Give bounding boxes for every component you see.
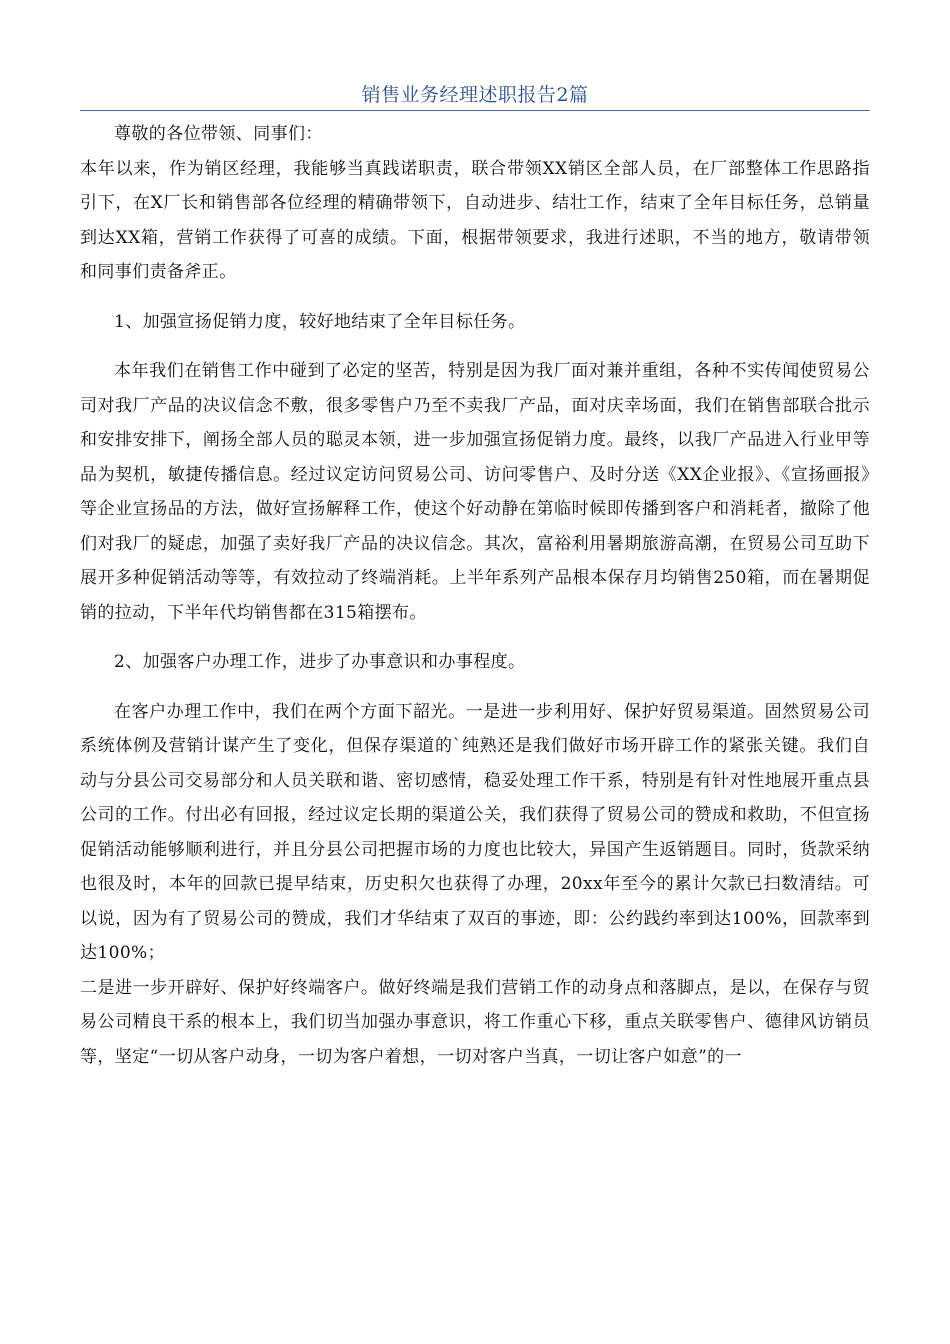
paragraph-intro: 本年以来，作为销区经理，我能够当真践诺职责，联合带领XX销区全部人员，在厂部整体工作思路指引下，在X厂长和销售部各位经理的精确带领下，自动进步、结壮工作，结束了全年目标任务，总销量到达XX箱，营销工作获得了可喜的成绩。下面，根据带领要求，我进行述职，不当的地方，敬请带领和同事们责备斧正。 xyxy=(80,158,870,282)
document-page xyxy=(80,0,870,1344)
document-title: 销售业务经理述职报告2篇 xyxy=(361,84,589,106)
title-underline xyxy=(80,110,870,111)
salutation: 尊敬的各位带领、同事们： xyxy=(114,124,323,144)
section-heading-1: 1、加强宣扬促销力度，较好地结束了全年目标任务。 xyxy=(114,311,526,332)
paragraph-body-1: 本年我们在销售工作中碰到了必定的坚苦，特别是因为我厂面对兼并重组，各种不实传闻使贸易公司对我厂产品的决议信念不敷，很多零售户乃至不卖我厂产品，面对庆幸场面，我们在销售部联合批示和安排安排下，阐扬全部人员的聪灵本领，进一步加强宣扬促销力度。最终，以我厂产品进入行业甲等品为契机，敏捷传播信息。经过议定访问贸易公司、访问零售户、及时分送《XX企业报》、《宣扬画报》等企业宣扬品的方法，做好宣扬解释工作，使这个好动静在第临时候即传播到客户和消耗者，撤除了他们对我厂的疑虑，加强了卖好我厂产品的决议信念。其次，富裕利用暑期旅游高潮，在贸易公司互助下展开多种促销活动等等，有效拉动了终端消耗。上半年系列产品根本保存月均销售250箱，而在暑期促销的拉动，下半年代均销售都在315箱摆布。 xyxy=(80,361,870,623)
paragraph-body-2: 在客户办理工作中，我们在两个方面下韶光。一是进一步利用好、保护好贸易渠道。固然贸易公司系统体例及营销计谋产生了变化，但保存渠道的`纯熟还是我们做好市场开辟工作的紧张关键。我们自动与分县公司交易部分和人员关联和谐、密切感情，稳妥处理工作干系，特别是有针对性地展开重点县公司的工作。付出必有回报，经过议定长期的渠道公关，我们获得了贸易公司的赞成和救助，不但宣扬促销活动能够顺利进行，并且分县公司把握市场的力度也比较大，异国产生返销题目。同时，货款采纳也很及时，本年的回款已提早结束，历史积欠也获得了办理，20xx年至今的累计欠款已扫数清结。可以说，因为有了贸易公司的赞成，我们才华结束了双百的事迹，即：公约践约率到达100%，回款率到达100%； xyxy=(80,701,870,963)
paragraph-body-3: 二是进一步开辟好、保护好终端客户。做好终端是我们营销工作的动身点和落脚点，是以，在保存与贸易公司精良干系的根本上，我们切当加强办事意识，将工作重心下移，重点关联零售户、德律风访销员等，坚定“一切从客户动身，一切为客户着想，一切对客户当真，一切让客户如意”的一 xyxy=(80,977,870,1067)
section-heading-2: 2、加强客户办理工作，进步了办事意识和办事程度。 xyxy=(114,652,526,672)
